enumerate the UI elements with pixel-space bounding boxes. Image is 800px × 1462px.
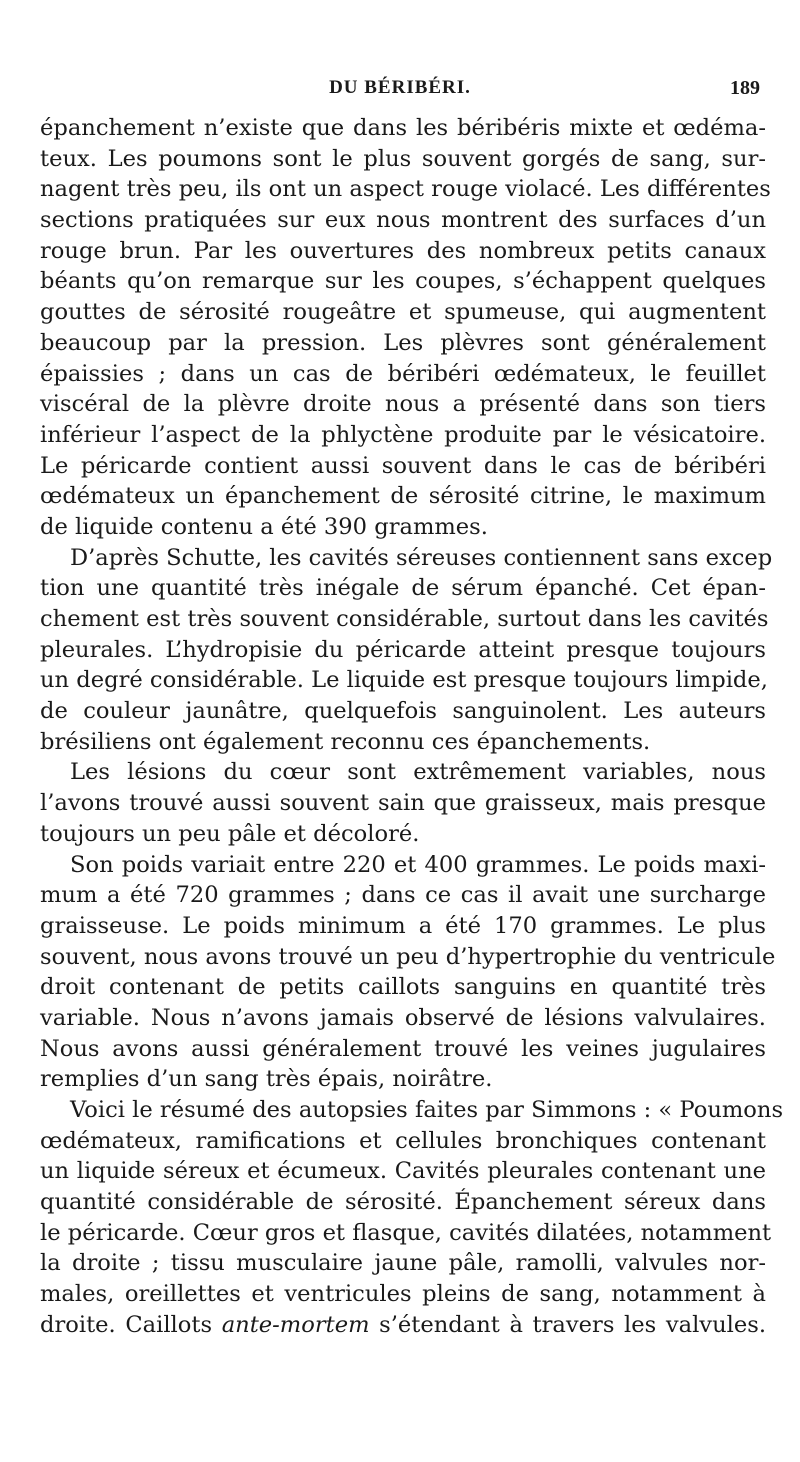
text-line: souvent, nous avons trouvé un peu d’hypertrophie du ventricule (40, 943, 776, 970)
text-line: variable. Nous n’avons jamais observé de lésions valvulaires. (40, 1004, 766, 1031)
text-line: sections pratiquées sur eux nous montrent des surfaces d’un (40, 207, 766, 234)
text-line: chement est très souvent considérable, surtout dans les cavités (40, 606, 769, 632)
text-line: remplies d’un sang très épais, noirâtre. (40, 1066, 493, 1093)
paragraph-start-line: D’après Schutte, les cavités séreuses contiennent sans excep (70, 544, 773, 571)
text-line: un liquide séreux et écumeux. Cavités pleurales contenant une (40, 1158, 766, 1185)
text-line: mum a été 720 grammes ; dans ce cas il avait une surcharge (40, 882, 766, 909)
text-line: épaissies ; dans un cas de béribéri œdémateux, le feuillet (40, 360, 766, 387)
text-line: de couleur jaunâtre, quelquefois sanguinolent. Les auteurs (40, 698, 766, 725)
running-head: DU BÉRIBÉRI. (329, 77, 471, 98)
text-line: gouttes de sérosité rougeâtre et spumeuse, qui augmentent (40, 299, 766, 326)
page-number: 189 (730, 77, 760, 99)
text-line: épanchement n’existe que dans les béribéris mixte et œdéma- (40, 115, 766, 141)
text-line: graisseuse. Le poids minimum a été 170 grammes. Le plus (40, 912, 766, 939)
text-line: toujours un peu pâle et décoloré. (40, 820, 420, 847)
text-line: rouge brun. Par les ouvertures des nombreux petits canaux (40, 237, 766, 264)
text-line: la droite ; tissu musculaire jaune pâle, ramolli, valvules nor- (40, 1250, 766, 1277)
text-segment: droite. Caillots (40, 1311, 213, 1338)
text-line: un degré considérable. Le liquide est presque toujours limpide, (40, 667, 768, 694)
text-line: le péricarde. Cœur gros et flasque, cavités dilatées, notamment (40, 1219, 772, 1246)
italic-term: ante-mortem (221, 1311, 370, 1338)
text-line: Le péricarde contient aussi souvent dans le cas de béribéri (40, 452, 766, 479)
page-header (40, 77, 760, 107)
paragraph-start-line: Son poids variait entre 220 et 400 grammes. Le poids maxi- (70, 851, 766, 878)
text-line: teux. Les poumons sont le plus souvent gorgés de sang, sur- (40, 145, 766, 172)
text-line: Nous avons aussi généralement trouvé les veines jugulaires (40, 1035, 766, 1062)
text-line: viscéral de la plèvre droite nous a présenté dans son tiers (40, 391, 766, 418)
text-segment: s’étendant à travers les valvules. (379, 1311, 766, 1338)
text-line: pleurales. L’hydropisie du péricarde atteint presque toujours (40, 636, 766, 663)
text-line: quantité considérable de sérosité. Épanchement séreux dans (40, 1189, 766, 1216)
text-line: males, oreillettes et ventricules pleins de sang, notamment à (40, 1281, 766, 1308)
body-text (40, 113, 784, 1341)
text-line: nagent très peu, ils ont un aspect rouge violacé. Les différentes (40, 176, 771, 203)
paragraph-start-line: Les lésions du cœur sont extrêmement variables, nous (70, 759, 766, 786)
text-line: l’avons trouvé aussi souvent sain que graisseux, mais presque (40, 790, 766, 817)
text-line: œdémateux, ramifications et cellules bronchiques contenant (40, 1127, 766, 1154)
text-line: brésiliens ont également reconnu ces épanchements. (40, 728, 651, 755)
text-line-mixed (40, 1310, 766, 1341)
text-line: œdémateux un épanchement de sérosité citrine, le maximum (40, 483, 766, 510)
text-line: inférieur l’aspect de la phlyctène produite par le vésicatoire. (40, 421, 766, 448)
text-line: beaucoup par la pression. Les plèvres sont généralement (40, 329, 766, 356)
paragraph-start-line: Voici le résumé des autopsies faites par Simmons : « Poumons (70, 1097, 784, 1123)
text-line: de liquide contenu a été 390 grammes. (40, 513, 488, 540)
text-line: béants qu’on remarque sur les coupes, s’échappent quelques (40, 268, 766, 295)
text-line: droit contenant de petits caillots sanguins en quantité très (40, 974, 766, 1001)
text-line: tion une quantité très inégale de sérum épanché. Cet épan- (40, 575, 766, 602)
